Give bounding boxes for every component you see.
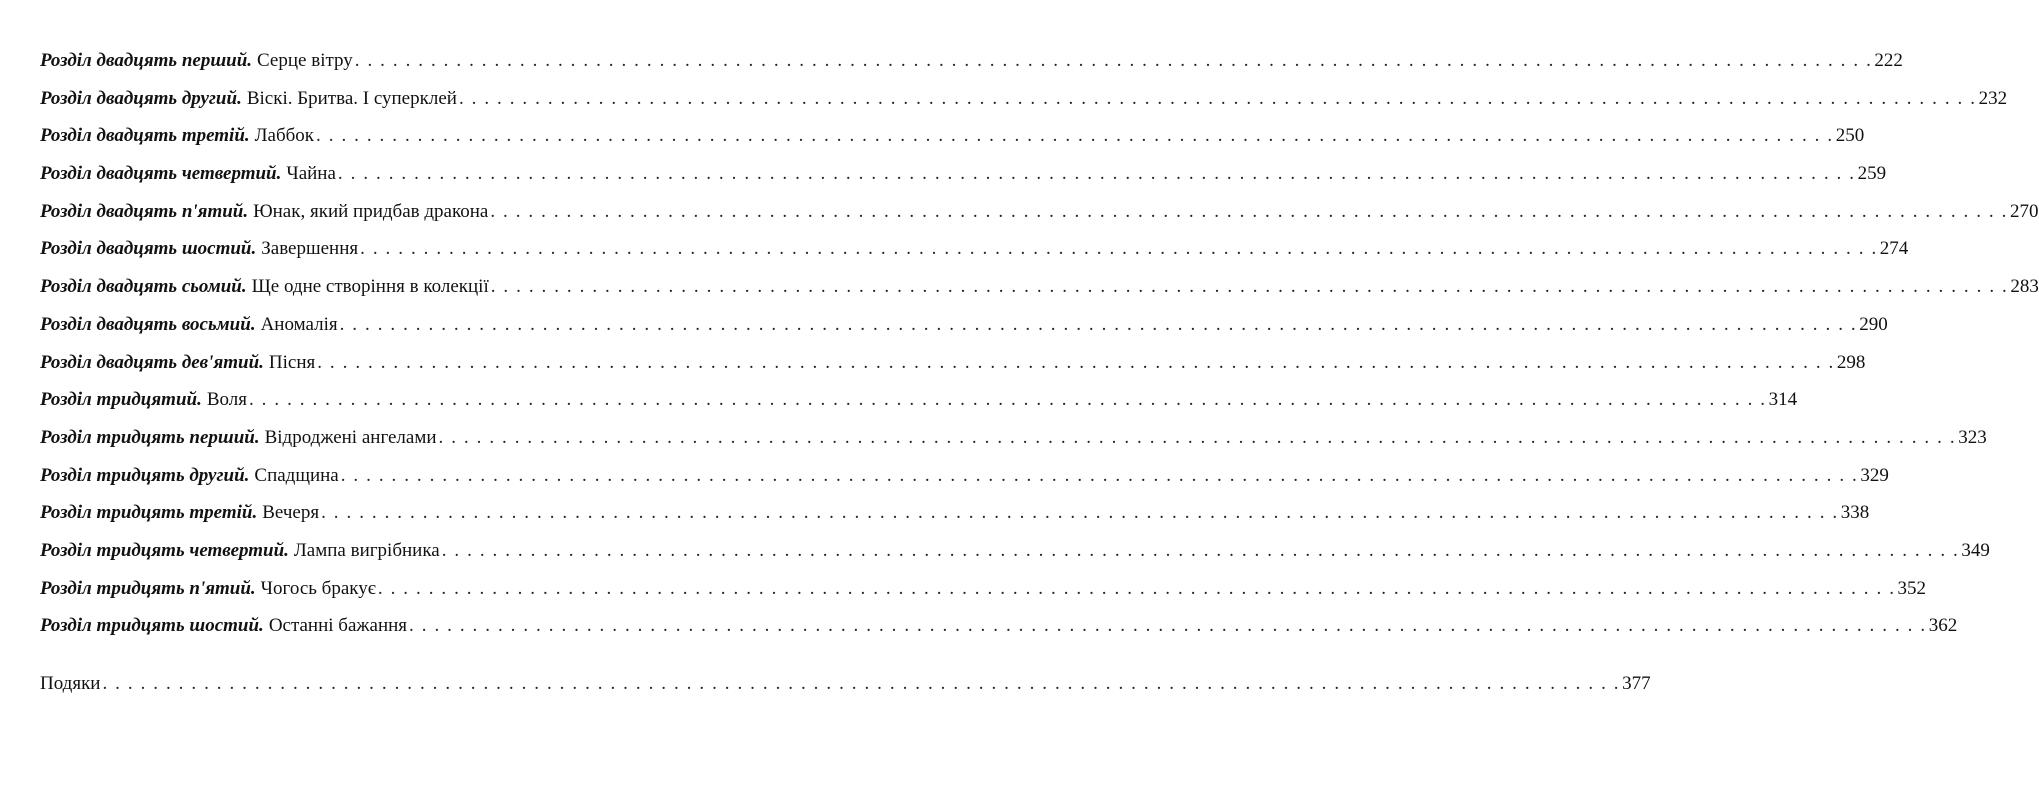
chapter-label: Розділ двадцять шостий. xyxy=(40,238,257,260)
page-number: 338 xyxy=(1840,502,1870,524)
chapter-label: Розділ двадцять другий. xyxy=(40,87,242,109)
toc-entry-acknowledgements xyxy=(40,665,1651,703)
toc-entry xyxy=(40,117,1865,155)
chapter-title: Віскі. Бритва. І суперклей xyxy=(246,87,457,109)
chapter-label: Розділ двадцять перший. xyxy=(40,50,253,71)
page-number: 362 xyxy=(1928,615,1958,637)
toc-entry xyxy=(40,42,1903,80)
dot-leader: . . . . . . . . . . . . . . . . . . . . . . . . . . . . . . . . . . . . . . . . . . . . . . . . . . . . . . . . . . . . . . . . . . . . . . . . . . . . . . . . . . . . . . . . . . . . . . . . . . . . . . . . . . . . . . . . . . . . . . . . xyxy=(438,426,1957,448)
chapter-label: Розділ двадцять третій. xyxy=(40,125,250,147)
chapter-title: Лампа вигрібника xyxy=(293,539,440,561)
toc-entry xyxy=(40,607,1958,645)
dot-leader: . . . . . . . . . . . . . . . . . . . . . . . . . . . . . . . . . . . . . . . . . . . . . . . . . . . . . . . . . . . . . . . . . . . . . . . . . . . . . . . . . . . . . . . . . . . . . . . . . . . . . . . . . . . . . . . . . . . . . . . . xyxy=(248,389,1767,411)
dot-leader: . . . . . . . . . . . . . . . . . . . . . . . . . . . . . . . . . . . . . . . . . . . . . . . . . . . . . . . . . . . . . . . . . . . . . . . . . . . . . . . . . . . . . . . . . . . . . . . . . . . . . . . . . . . . . . . . . . . . . . . . xyxy=(458,87,1977,109)
chapter-title: Вечеря xyxy=(262,502,320,524)
chapter-label: Розділ двадцять четвертий. xyxy=(40,163,282,185)
chapter-title: Воля xyxy=(206,389,247,411)
page-number: 270 xyxy=(2009,200,2039,222)
dot-leader: . . . . . . . . . . . . . . . . . . . . . . . . . . . . . . . . . . . . . . . . . . . . . . . . . . . . . . . . . . . . . . . . . . . . . . . . . . . . . . . . . . . . . . . . . . . . . . . . . . . . . . . . . . . . . . . . . . . . . . . . xyxy=(316,125,1834,147)
chapter-label: Розділ тридцять четвертий. xyxy=(40,539,289,561)
page-number: 232 xyxy=(1978,87,2008,109)
toc-entry xyxy=(40,268,2039,306)
chapter-label: Розділ двадцять п'ятий. xyxy=(40,200,249,222)
toc-entry xyxy=(40,570,1927,608)
dot-leader: . . . . . . . . . . . . . . . . . . . . . . . . . . . . . . . . . . . . . . . . . . . . . . . . . . . . . . . . . . . . . . . . . . . . . . . . . . . . . . . . . . . . . . . . . . . . . . . . . . . . . . . . . . . . . . . . . . . . . . . . xyxy=(102,673,1621,694)
page-number: 323 xyxy=(1958,426,1987,448)
chapter-title: Завершення xyxy=(261,238,359,260)
dot-leader: . . . . . . . . . . . . . . . . . . . . . . . . . . . . . . . . . . . . . . . . . . . . . . . . . . . . . . . . . . . . . . . . . . . . . . . . . . . . . . . . . . . . . . . . . . . . . . . . . . . . . . . . . . . . . . . . . . . . . . . . xyxy=(337,163,1856,185)
chapter-title: Чогось бракує xyxy=(260,577,376,599)
chapter-title: Лаббок xyxy=(254,125,315,147)
page-number: 314 xyxy=(1768,389,1798,411)
dot-leader: . . . . . . . . . . . . . . . . . . . . . . . . . . . . . . . . . . . . . . . . . . . . . . . . . . . . . . . . . . . . . . . . . . . . . . . . . . . . . . . . . . . . . . . . . . . . . . . . . . . . . . . . . . . . . . . . . . . . . . . . xyxy=(441,539,1960,561)
chapter-label: Розділ двадцять восьмий. xyxy=(40,313,256,335)
chapter-title: Ще одне створіння в колекції xyxy=(251,276,489,298)
chapter-title: Останні бажання xyxy=(268,615,408,637)
toc-entry xyxy=(40,532,1990,570)
page-number: 329 xyxy=(1860,464,1889,486)
toc-entry xyxy=(40,306,1888,344)
chapter-title: Серце вітру xyxy=(257,50,353,71)
chapter-title: Відроджені ангелами xyxy=(264,426,437,448)
chapter-title: Чайна xyxy=(286,163,336,185)
page-number: 222 xyxy=(1874,50,1903,71)
toc-entry xyxy=(40,80,2008,118)
page-number: 349 xyxy=(1961,539,1990,561)
table-of-contents xyxy=(40,42,2039,703)
dot-leader: . . . . . . . . . . . . . . . . . . . . . . . . . . . . . . . . . . . . . . . . . . . . . . . . . . . . . . . . . . . . . . . . . . . . . . . . . . . . . . . . . . . . . . . . . . . . . . . . . . . . . . . . . . . . . . . . . . . . . . . . xyxy=(490,276,2009,298)
dot-leader: . . . . . . . . . . . . . . . . . . . . . . . . . . . . . . . . . . . . . . . . . . . . . . . . . . . . . . . . . . . . . . . . . . . . . . . . . . . . . . . . . . . . . . . . . . . . . . . . . . . . . . . . . . . . . . . . . . . . . . . . xyxy=(354,50,1873,71)
dot-leader: . . . . . . . . . . . . . . . . . . . . . . . . . . . . . . . . . . . . . . . . . . . . . . . . . . . . . . . . . . . . . . . . . . . . . . . . . . . . . . . . . . . . . . . . . . . . . . . . . . . . . . . . . . . . . . . . . . . . . . . . xyxy=(317,351,1835,373)
dot-leader: . . . . . . . . . . . . . . . . . . . . . . . . . . . . . . . . . . . . . . . . . . . . . . . . . . . . . . . . . . . . . . . . . . . . . . . . . . . . . . . . . . . . . . . . . . . . . . . . . . . . . . . . . . . . . . . . . . . . . . . . xyxy=(490,200,2008,222)
page-number: 377 xyxy=(1622,673,1651,694)
toc-entry xyxy=(40,381,1798,419)
toc-entry xyxy=(40,494,1870,532)
chapter-label: Розділ двадцять дев'ятий. xyxy=(40,351,264,373)
dot-leader: . . . . . . . . . . . . . . . . . . . . . . . . . . . . . . . . . . . . . . . . . . . . . . . . . . . . . . . . . . . . . . . . . . . . . . . . . . . . . . . . . . . . . . . . . . . . . . . . . . . . . . . . . . . . . . . . . . . . . . . . xyxy=(339,313,1858,335)
acknowledgements-title: Подяки xyxy=(40,673,101,694)
page-number: 352 xyxy=(1897,577,1927,599)
dot-leader: . . . . . . . . . . . . . . . . . . . . . . . . . . . . . . . . . . . . . . . . . . . . . . . . . . . . . . . . . . . . . . . . . . . . . . . . . . . . . . . . . . . . . . . . . . . . . . . . . . . . . . . . . . . . . . . . . . . . . . . . xyxy=(340,464,1859,486)
chapter-title: Пісня xyxy=(268,351,316,373)
chapter-label: Розділ двадцять сьомий. xyxy=(40,276,247,298)
toc-entry xyxy=(40,193,2039,231)
dot-leader: . . . . . . . . . . . . . . . . . . . . . . . . . . . . . . . . . . . . . . . . . . . . . . . . . . . . . . . . . . . . . . . . . . . . . . . . . . . . . . . . . . . . . . . . . . . . . . . . . . . . . . . . . . . . . . . . . . . . . . . . xyxy=(409,615,1927,637)
page-number: 259 xyxy=(1857,163,1887,185)
page-number: 250 xyxy=(1835,125,1865,147)
toc-entry xyxy=(40,344,1866,382)
chapter-title: Спадщина xyxy=(254,464,339,486)
page-number: 283 xyxy=(2010,276,2039,298)
page-number: 290 xyxy=(1859,313,1888,335)
toc-entry xyxy=(40,419,1987,457)
chapter-label: Розділ тридцять п'ятий. xyxy=(40,577,256,599)
toc-entry xyxy=(40,230,1909,268)
dot-leader: . . . . . . . . . . . . . . . . . . . . . . . . . . . . . . . . . . . . . . . . . . . . . . . . . . . . . . . . . . . . . . . . . . . . . . . . . . . . . . . . . . . . . . . . . . . . . . . . . . . . . . . . . . . . . . . . . . . . . . . . xyxy=(377,577,1896,599)
toc-entry xyxy=(40,155,1887,193)
chapter-label: Розділ тридцять перший. xyxy=(40,426,260,448)
chapter-label: Розділ тридцятий. xyxy=(40,389,202,411)
chapter-label: Розділ тридцять другий. xyxy=(40,464,250,486)
toc-entry xyxy=(40,457,1889,495)
chapter-label: Розділ тридцять шостий. xyxy=(40,615,264,637)
page-number: 274 xyxy=(1879,238,1909,260)
chapter-title: Юнак, який придбав дракона xyxy=(253,200,489,222)
chapter-label: Розділ тридцять третій. xyxy=(40,502,258,524)
dot-leader: . . . . . . . . . . . . . . . . . . . . . . . . . . . . . . . . . . . . . . . . . . . . . . . . . . . . . . . . . . . . . . . . . . . . . . . . . . . . . . . . . . . . . . . . . . . . . . . . . . . . . . . . . . . . . . . . . . . . . . . . xyxy=(321,502,1839,524)
dot-leader: . . . . . . . . . . . . . . . . . . . . . . . . . . . . . . . . . . . . . . . . . . . . . . . . . . . . . . . . . . . . . . . . . . . . . . . . . . . . . . . . . . . . . . . . . . . . . . . . . . . . . . . . . . . . . . . . . . . . . . . . xyxy=(360,238,1878,260)
chapter-title: Аномалія xyxy=(260,313,338,335)
page-number: 298 xyxy=(1836,351,1866,373)
